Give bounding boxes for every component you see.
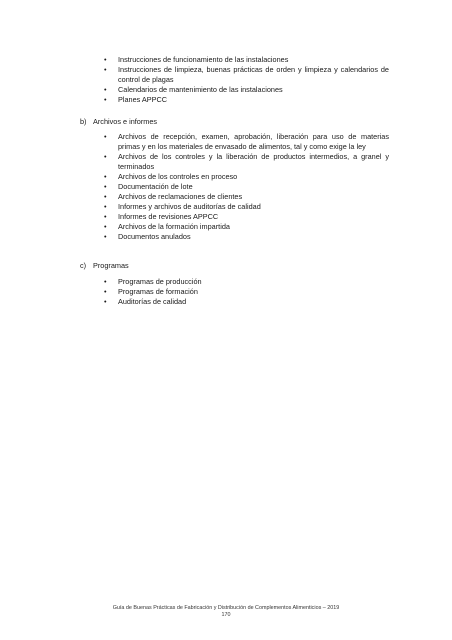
section-title: Archivos e informes xyxy=(93,117,158,126)
list-item: • Planes APPCC xyxy=(104,95,168,104)
list-item: • Documentos anulados xyxy=(104,232,191,241)
bullet-icon: • xyxy=(104,95,107,104)
section-heading-b xyxy=(80,117,157,127)
bullet-icon: • xyxy=(104,152,107,161)
bullet-icon: • xyxy=(104,297,107,306)
bullet-list-b xyxy=(104,132,389,242)
bullet-list-top xyxy=(104,55,389,105)
list-item: • Programas de formación xyxy=(104,287,198,296)
bullet-icon: • xyxy=(104,277,107,286)
bullet-icon: • xyxy=(104,202,107,211)
bullet-icon: • xyxy=(104,55,107,64)
page-number: 170 xyxy=(221,612,231,618)
bullet-icon: • xyxy=(104,132,107,141)
bullet-icon: • xyxy=(104,192,107,201)
list-item: • Archivos de los controles en proceso xyxy=(104,172,238,181)
bullet-icon: • xyxy=(104,232,107,241)
section-heading-c xyxy=(80,261,129,271)
list-item: • Archivos de los controles y la liberación de productos intermedios, a granel y terminados xyxy=(104,152,389,171)
footer-title: Guía de Buenas Prácticas de Fabricación y Distribución de Complementos Alimenticios – 2019 xyxy=(112,605,340,611)
bullet-icon: • xyxy=(104,65,107,74)
page-footer xyxy=(0,605,452,619)
bullet-icon: • xyxy=(104,85,107,94)
list-item: • Archivos de la formación impartida xyxy=(104,222,230,231)
list-item: • Informes y archivos de auditorías de calidad xyxy=(104,202,261,211)
list-item: • Archivos de reclamaciones de clientes xyxy=(104,192,243,201)
bullet-icon: • xyxy=(104,212,107,221)
bullet-icon: • xyxy=(104,222,107,231)
bullet-icon: • xyxy=(104,287,107,296)
bullet-icon: • xyxy=(104,172,107,181)
list-item: • Documentación de lote xyxy=(104,182,193,191)
list-item: • Calendarios de mantenimiento de las instalaciones xyxy=(104,85,283,94)
list-item: • Instrucciones de funcionamiento de las instalaciones xyxy=(104,55,289,64)
bullet-icon: • xyxy=(104,182,107,191)
list-item: • Informes de revisiones APPCC xyxy=(104,212,219,221)
bullet-list-c xyxy=(104,277,389,307)
section-letter: b) xyxy=(80,117,87,126)
list-item: • Auditorías de calidad xyxy=(104,297,187,306)
list-item: • Archivos de recepción, examen, aprobación, liberación para uso de materias primas y en los materiales de envasado de alimentos, tal y como exige la ley xyxy=(104,132,389,151)
list-item: • Programas de producción xyxy=(104,277,202,286)
section-title: Programas xyxy=(93,261,129,270)
section-letter: c) xyxy=(80,261,87,270)
list-item: • Instrucciones de limpieza, buenas prácticas de orden y limpieza y calendarios de control de plagas xyxy=(104,65,389,84)
